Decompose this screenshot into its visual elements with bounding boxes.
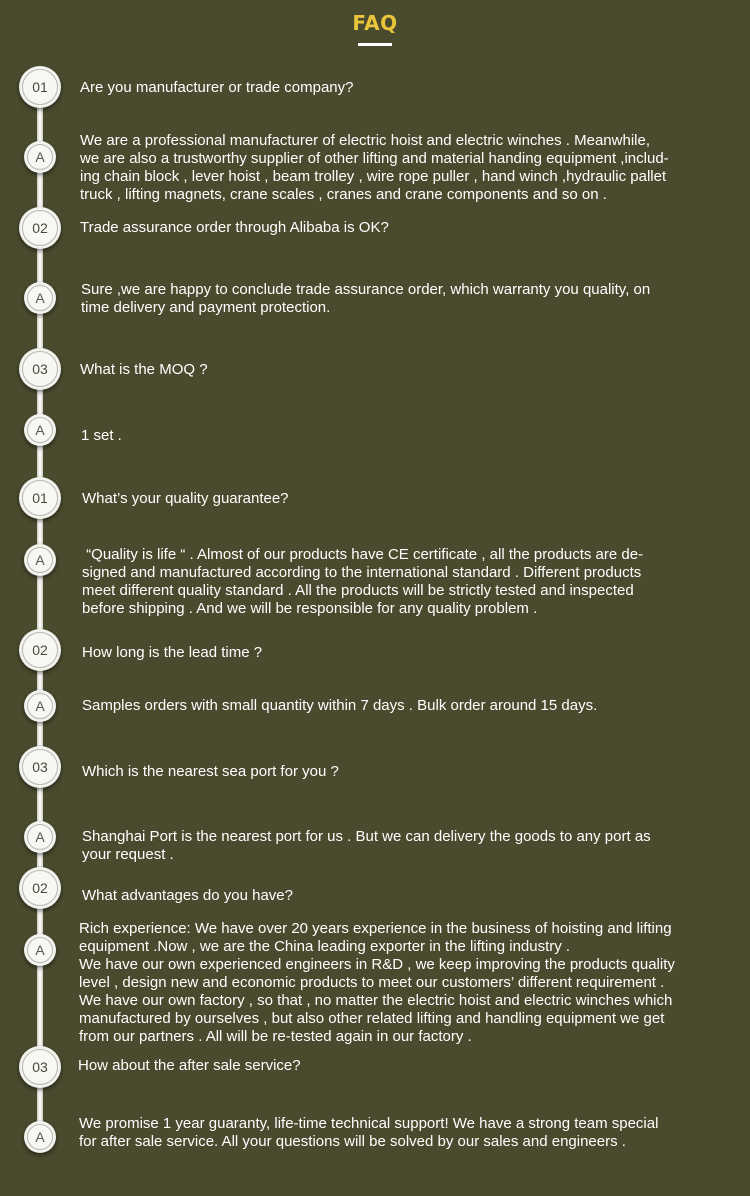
- question-number-badge: [19, 629, 61, 671]
- answer-line: We are a professional manufacturer of electric hoist and electric winches . Meanwhile,: [80, 132, 650, 149]
- question-text: Are you manufacturer or trade company?: [80, 79, 354, 96]
- question-number: 03: [22, 749, 58, 785]
- answer-line: Rich experience: We have over 20 years experience in the business of hoisting and lifting: [79, 920, 672, 937]
- question-number-badge: [19, 66, 61, 108]
- answer-badge: [24, 282, 56, 314]
- answer-line: from our partners . All will be re-tested again in our factory .: [79, 1028, 472, 1045]
- answer-marker: A: [27, 937, 53, 963]
- question-text: Trade assurance order through Alibaba is OK?: [80, 219, 389, 236]
- question-number-badge: [19, 746, 61, 788]
- question-number-badge: [19, 1046, 61, 1088]
- question-number: 03: [22, 351, 58, 387]
- answer-line: for after sale service. All your questions will be solved by our sales and engineers .: [79, 1133, 626, 1150]
- answer-marker: A: [27, 144, 53, 170]
- answer-line: truck , lifting magnets, crane scales , cranes and crane components and so on .: [80, 186, 607, 203]
- question-number: 02: [22, 870, 58, 906]
- question-number: 03: [22, 1049, 58, 1085]
- question-number-badge: [19, 477, 61, 519]
- answer-line: Shanghai Port is the nearest port for us . But we can delivery the goods to any port as: [82, 828, 651, 845]
- title-underline: [358, 43, 392, 46]
- question-number-badge: [19, 348, 61, 390]
- question-number-badge: [19, 207, 61, 249]
- question-number: 01: [22, 69, 58, 105]
- question-text: How long is the lead time ?: [82, 644, 263, 661]
- answer-line: 1 set .: [81, 427, 122, 444]
- answer-badge: [24, 141, 56, 173]
- answer-line: time delivery and payment protection.: [81, 299, 331, 316]
- answer-line: meet different quality standard . All the products will be strictly tested and inspected: [82, 582, 634, 599]
- page-title: FAQ: [352, 11, 398, 35]
- answer-marker: A: [27, 285, 53, 311]
- answer-line: We promise 1 year guaranty, life-time technical support! We have a strong team special: [79, 1115, 659, 1132]
- answer-line: level , design new and economic products to meet our customers’ different requirement .: [79, 974, 665, 991]
- answer-badge: [24, 821, 56, 853]
- answer-marker: A: [27, 1124, 53, 1150]
- answer-badge: [24, 690, 56, 722]
- answer-line: Sure ,we are happy to conclude trade assurance order, which warranty you quality, on: [81, 281, 651, 298]
- question-text: How about the after sale service?: [78, 1057, 301, 1074]
- question-text: What is the MOQ ?: [80, 361, 208, 378]
- answer-badge: [24, 544, 56, 576]
- answer-line: we are also a trustworthy supplier of other lifting and material handing equipment ,includ-: [80, 150, 669, 167]
- answer-line: Samples orders with small quantity within 7 days . Bulk order around 15 days.: [82, 697, 598, 714]
- answer-line: before shipping . And we will be responsible for any quality problem .: [82, 600, 538, 617]
- question-text: What’s your quality guarantee?: [82, 490, 289, 507]
- answer-marker: A: [27, 547, 53, 573]
- answer-line: equipment .Now , we are the China leading exporter in the lifting industry .: [79, 938, 571, 955]
- answer-line: signed and manufactured according to the international standard . Different products: [82, 564, 642, 581]
- answer-badge: [24, 1121, 56, 1153]
- question-number: 02: [22, 632, 58, 668]
- answer-marker: A: [27, 824, 53, 850]
- answer-marker: A: [27, 693, 53, 719]
- question-number: 02: [22, 210, 58, 246]
- question-number-badge: [19, 867, 61, 909]
- answer-line: We have our own experienced engineers in R&D , we keep improving the products quality: [79, 956, 675, 973]
- answer-line: “Quality is life “ . Almost of our products have CE certificate , all the products are de-: [82, 546, 644, 563]
- question-number: 01: [22, 480, 58, 516]
- answer-badge: [24, 934, 56, 966]
- answer-line: ing chain block , lever hoist , beam trolley , wire rope puller , hand winch ,hydraulic pallet: [80, 168, 667, 185]
- answer-badge: [24, 414, 56, 446]
- question-text: Which is the nearest sea port for you ?: [82, 763, 339, 780]
- answer-line: We have our own factory , so that , no matter the electric hoist and electric winches which: [79, 992, 673, 1009]
- answer-line: your request .: [82, 846, 174, 863]
- answer-marker: A: [27, 417, 53, 443]
- question-text: What advantages do you have?: [82, 887, 293, 904]
- answer-line: manufactured by ourselves , but also other related lifting and handling equipment we get: [79, 1010, 665, 1027]
